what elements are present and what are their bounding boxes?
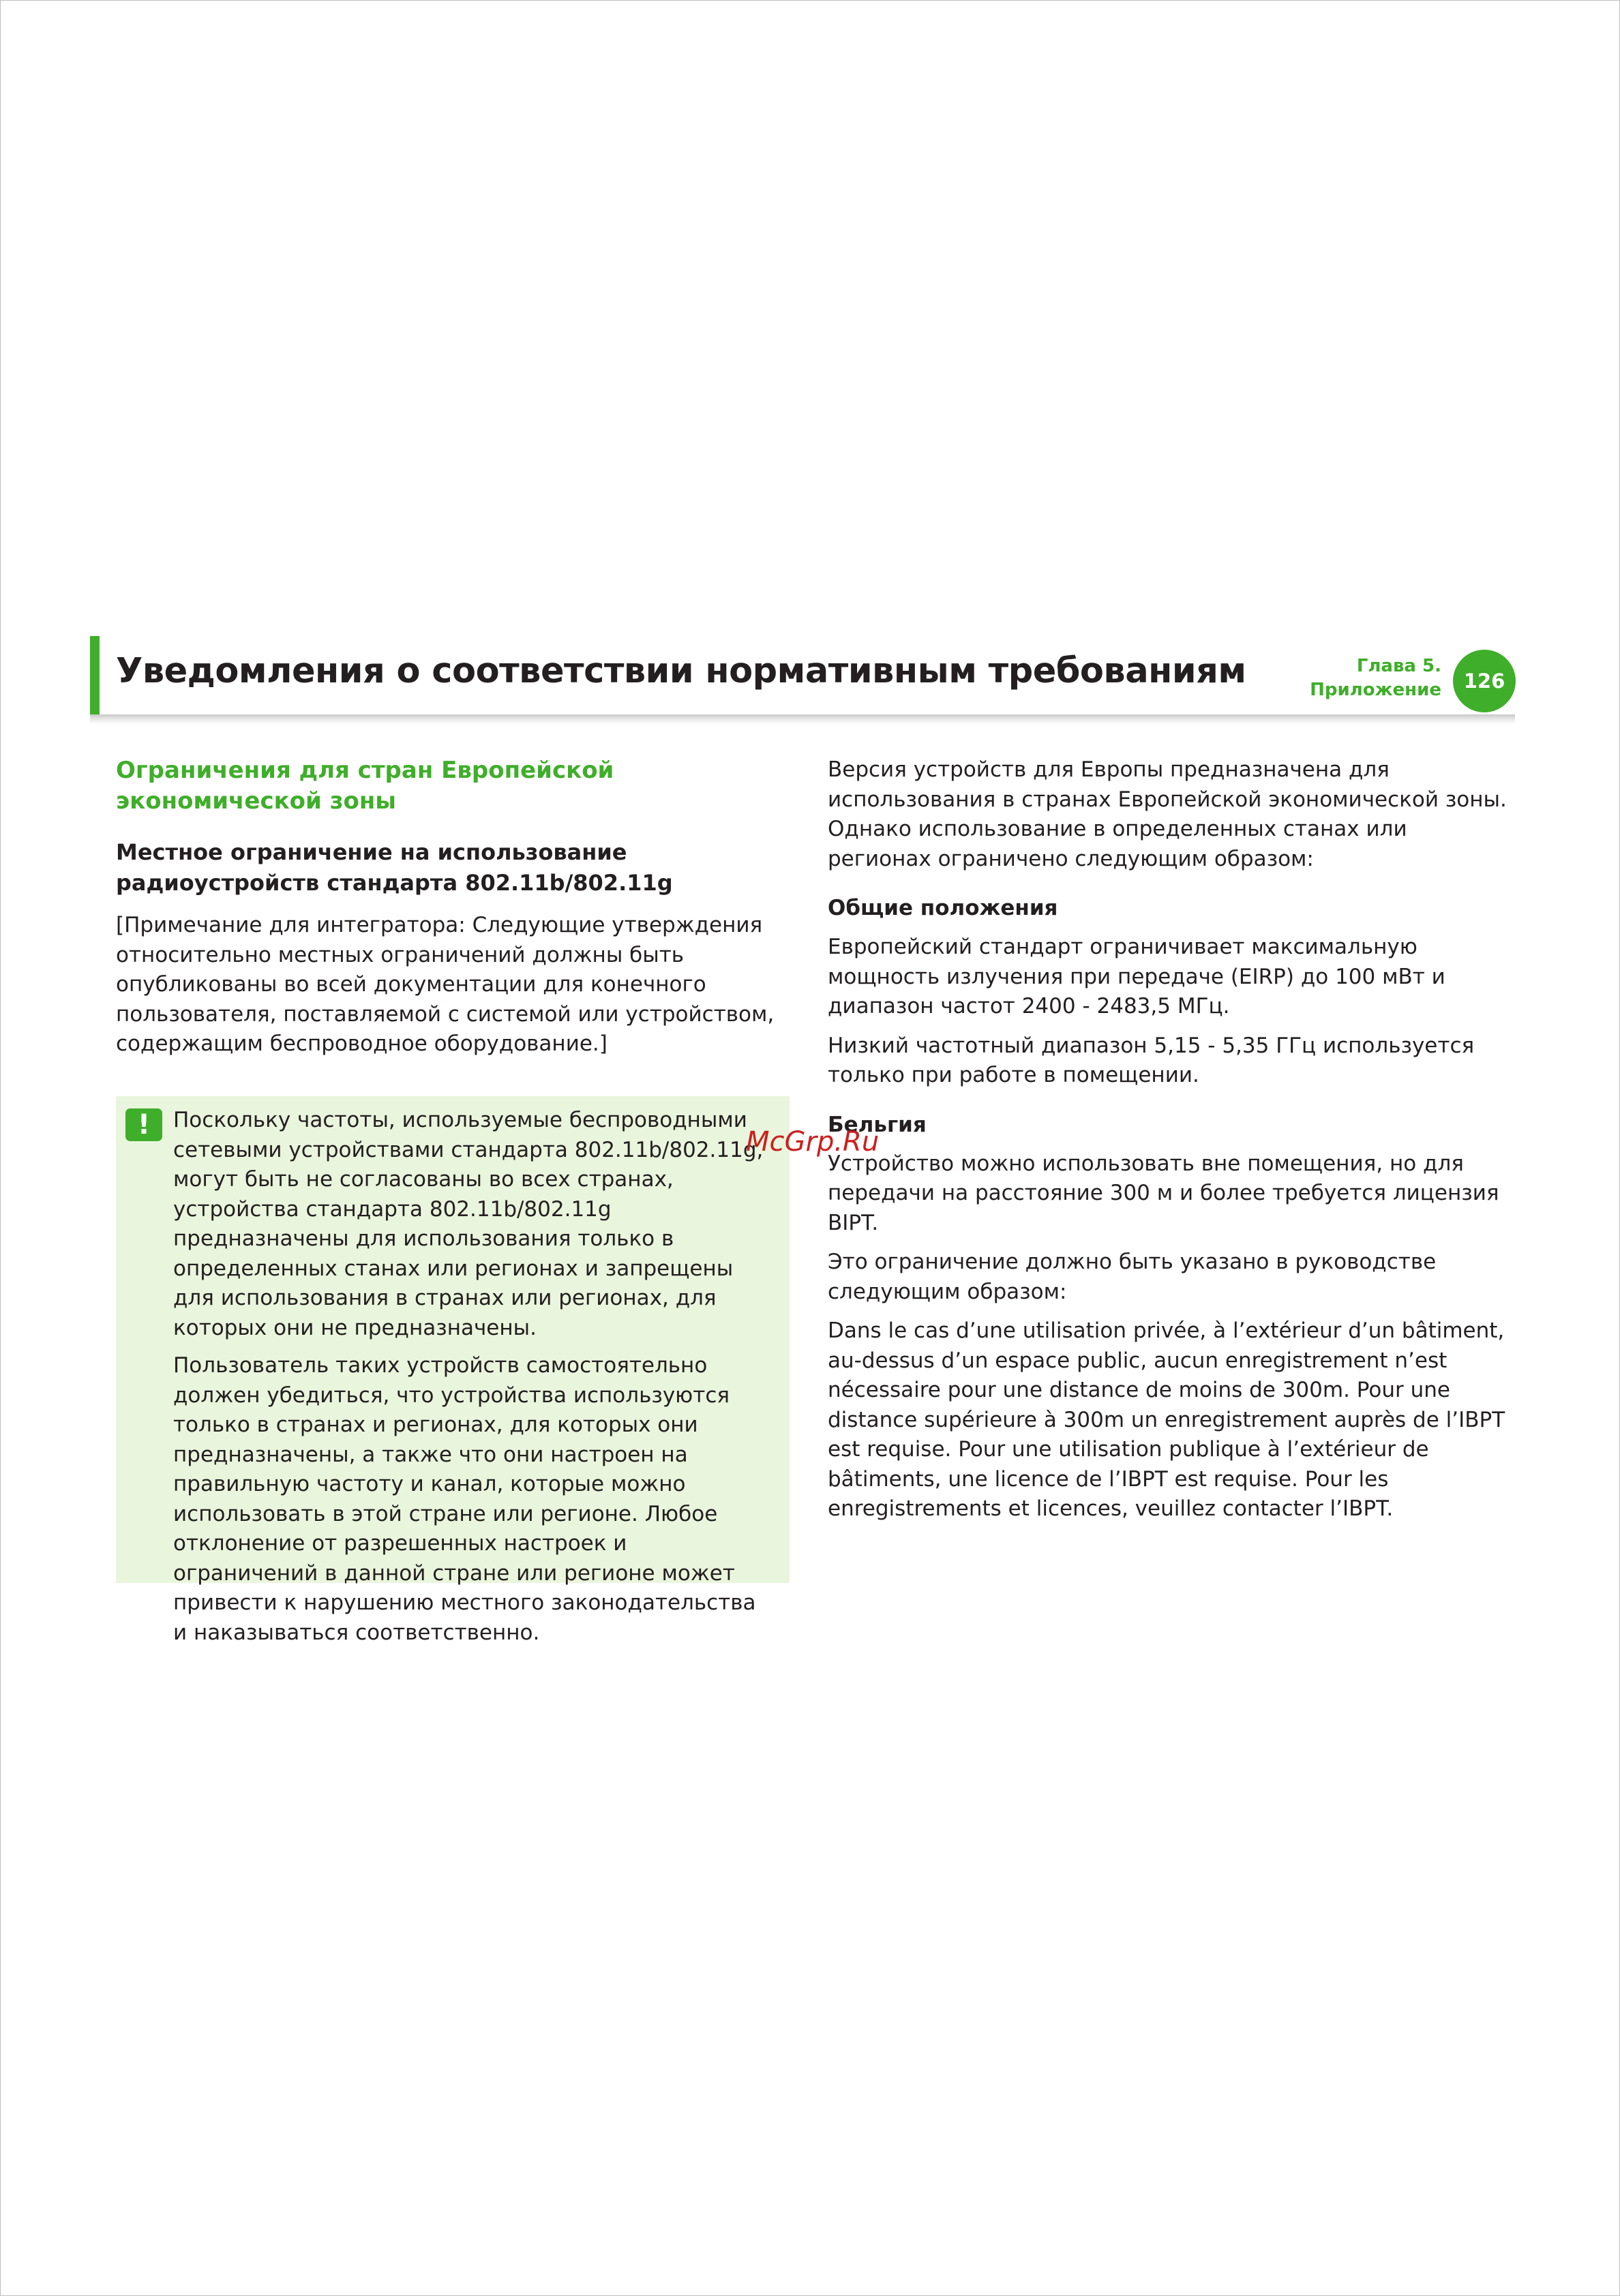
header-accent-bar (90, 636, 100, 716)
right-column (828, 755, 1516, 1534)
chapter-number: Глава 5. (1356, 656, 1441, 676)
chapter-label (1310, 654, 1441, 702)
left-column (116, 755, 791, 1069)
header-divider (90, 714, 1515, 724)
exclamation-icon: ! (125, 1108, 162, 1141)
chapter-name: Приложение (1310, 680, 1441, 700)
subsection-title: Местное ограничение на использование радиоустройств стандарта 802.11b/802.11g (116, 839, 673, 896)
belgium-paragraph-1: Устройство можно использовать вне помещения, но для передачи на расстояние 300 м и более требуется лицензия BIPT. (828, 1151, 1499, 1235)
integrator-note: [Примечание для интегратора: Следующие утверждения относительно местных ограничений должны быть опубликованы во всей документации для конечного пользователя, поставляемой с системой или устройством, содержащим беспроводное оборудование.] (116, 913, 775, 1056)
caution-note-box (116, 1096, 790, 1645)
caution-paragraph-1: Поскольку частоты, используемые беспроводными сетевыми устройствами стандарта 802.11b/802.11g, могут быть не согласованы во всех странах, устройства стандарта 802.11b/802.11g предназначены для использования только в определенных станах или регионах и запрещены для использования в странах или регионах, для которых они не предназначены. (173, 1108, 764, 1340)
section-title: Ограничения для стран Европейской экономической зоны (116, 757, 614, 815)
watermark: McGrp.Ru (746, 1126, 880, 1158)
intro-paragraph: Версия устройств для Европы предназначена для использования в странах Европейской экономической зоны. Однако использование в определенных станах или регионах ограничено следующим образом: (828, 757, 1507, 871)
page-title: Уведомления о соответствии нормативным требованиям (116, 651, 1246, 691)
general-paragraph-1: Европейский стандарт ограничивает максимальную мощность излучения при передаче (EIRP) до 100 мВт и диапазон частот 2400 - 2483,5 МГц. (828, 935, 1445, 1018)
belgium-heading: Бельгия (828, 1112, 927, 1137)
belgium-paragraph-2: Это ограничение должно быть указано в руководстве следующим образом: (828, 1250, 1437, 1304)
page-number-badge: 126 (1453, 650, 1516, 712)
general-heading: Общие положения (828, 896, 1058, 920)
caution-paragraph-2: Пользователь таких устройств самостоятельно должен убедиться, что устройства используются только в странах и регионах, для которых они предназначены, а также что они настроен на правильную частоту и канал, которые можно использовать в этой стране или регионе. Любое отклонение от разрешенных настроек и ограничений в данной стране или регионе может привести к нарушению местного законодательства и наказываться соответственно. (173, 1353, 756, 1645)
belgium-paragraph-french: Dans le cas d’une utilisation privée, à l’extérieur d’un bâtiment, au-dessus d’un espace public, aucun enregistrement n’est nécessaire pour une distance de moins de 300m. Pour une distance supérieure à 300m un enregistrement auprès de l’IBPT est requise. Pour une utilisation publique à l’extérieur de bâtiments, une licence de l’IBPT est requise. Pour les enregistrements et licences, veuillez contacter l’IBPT. (828, 1318, 1505, 1521)
caution-note-text (173, 1106, 773, 1656)
general-paragraph-2: Низкий частотный диапазон 5,15 - 5,35 ГГц используется только при работе в помещении. (828, 1033, 1475, 1087)
